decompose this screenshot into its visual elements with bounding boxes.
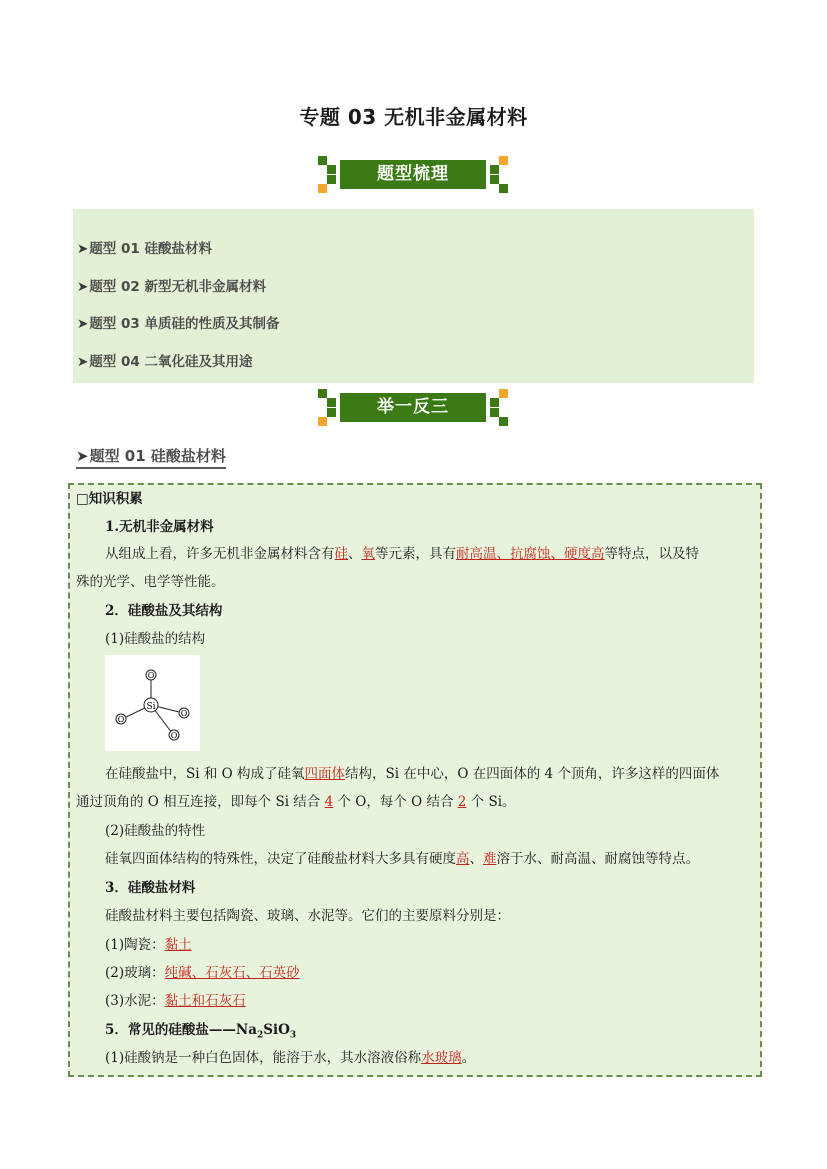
toc-item[interactable]: ➤题型 04 二氧化硅及其用途	[77, 354, 253, 370]
knowledge-box	[68, 483, 762, 1077]
silicate-structure-diagram	[105, 655, 200, 751]
paragraph-3: 硅氧四面体结构的特殊性，决定了硅酸盐材料大多具有硬度高、难溶于水、耐高温、耐腐蚀等特点。	[105, 851, 699, 867]
heading-1: 1.无机非金属材料	[105, 519, 214, 535]
paragraph-2-cont: 通过顶角的 O 相互连接，即每个 Si 结合 4 个 O，每个 O 结合 2 个 Si。	[76, 794, 516, 810]
banner-examples-label: 举一反三	[340, 393, 486, 422]
answer: 2	[457, 794, 467, 810]
answer: 高	[456, 851, 470, 867]
answer: 难	[483, 851, 497, 867]
sub-heading-structure: (1)硅酸盐的结构	[105, 631, 206, 647]
paragraph-5: (1)硅酸钠是一种白色固体，能溶于水，其水溶液俗称水玻璃。	[105, 1050, 476, 1066]
heading-2: 2．硅酸盐及其结构	[105, 603, 223, 619]
answer: 耐高温、抗腐蚀、硬度高	[456, 546, 605, 562]
o-atom: O	[147, 671, 155, 680]
o-atom: O	[180, 709, 188, 718]
page-title: 专题 03 无机非金属材料	[299, 105, 528, 129]
paragraph-1-cont: 殊的光学、电学等性能。	[76, 574, 225, 590]
paragraph-4: 硅酸盐材料主要包括陶瓷、玻璃、水泥等。它们的主要原料分别是：	[105, 908, 510, 924]
answer: 水玻璃	[421, 1050, 462, 1066]
banner-types-label: 题型梳理	[340, 160, 486, 189]
material-cement: (3)水泥：黏土和石灰石	[105, 993, 246, 1009]
heading-5: 5．常见的硅酸盐$——Na_2SiO_3$	[105, 1022, 297, 1041]
answer: 四面体	[304, 766, 346, 782]
o-atom: O	[117, 715, 125, 724]
answer: 氧	[361, 546, 375, 562]
answer: 黏土	[164, 937, 192, 953]
toc-item[interactable]: ➤题型 03 单质硅的性质及其制备	[77, 316, 280, 332]
material-ceramics: (1)陶瓷：黏土	[105, 937, 192, 953]
banner-examples	[318, 389, 508, 426]
answer: 纯碱、石灰石、石英砂	[164, 965, 300, 981]
o-atom: O	[170, 731, 178, 740]
paragraph-2: 在硅酸盐中，Si 和 O 构成了硅氧四面体结构，Si 在中心，O 在四面体的 4 个顶角，许多这样的四面体	[105, 766, 720, 782]
toc-item[interactable]: ➤题型 02 新型无机非金属材料	[77, 279, 266, 295]
toc-panel	[73, 209, 754, 383]
section-heading[interactable]: ➤题型 01 硅酸盐材料	[76, 445, 226, 469]
answer: 硅	[334, 546, 348, 562]
paragraph-1: 从组成上看，许多无机非金属材料含有硅、氧等元素，具有耐高温、抗腐蚀、硬度高等特点，以及特	[105, 546, 699, 562]
banner-types	[318, 156, 508, 193]
material-glass: (2)玻璃：纯碱、石灰石、石英砂	[105, 965, 300, 981]
sub-heading-property: (2)硅酸盐的特性	[105, 823, 206, 839]
toc-item[interactable]: ➤题型 01 硅酸盐材料	[77, 241, 212, 257]
si-atom: Si	[146, 702, 156, 712]
heading-3: 3．硅酸盐材料	[105, 880, 196, 896]
answer: 黏土和石灰石	[164, 993, 246, 1009]
knowledge-label: □知识积累	[76, 491, 143, 507]
answer: 4	[324, 794, 334, 810]
